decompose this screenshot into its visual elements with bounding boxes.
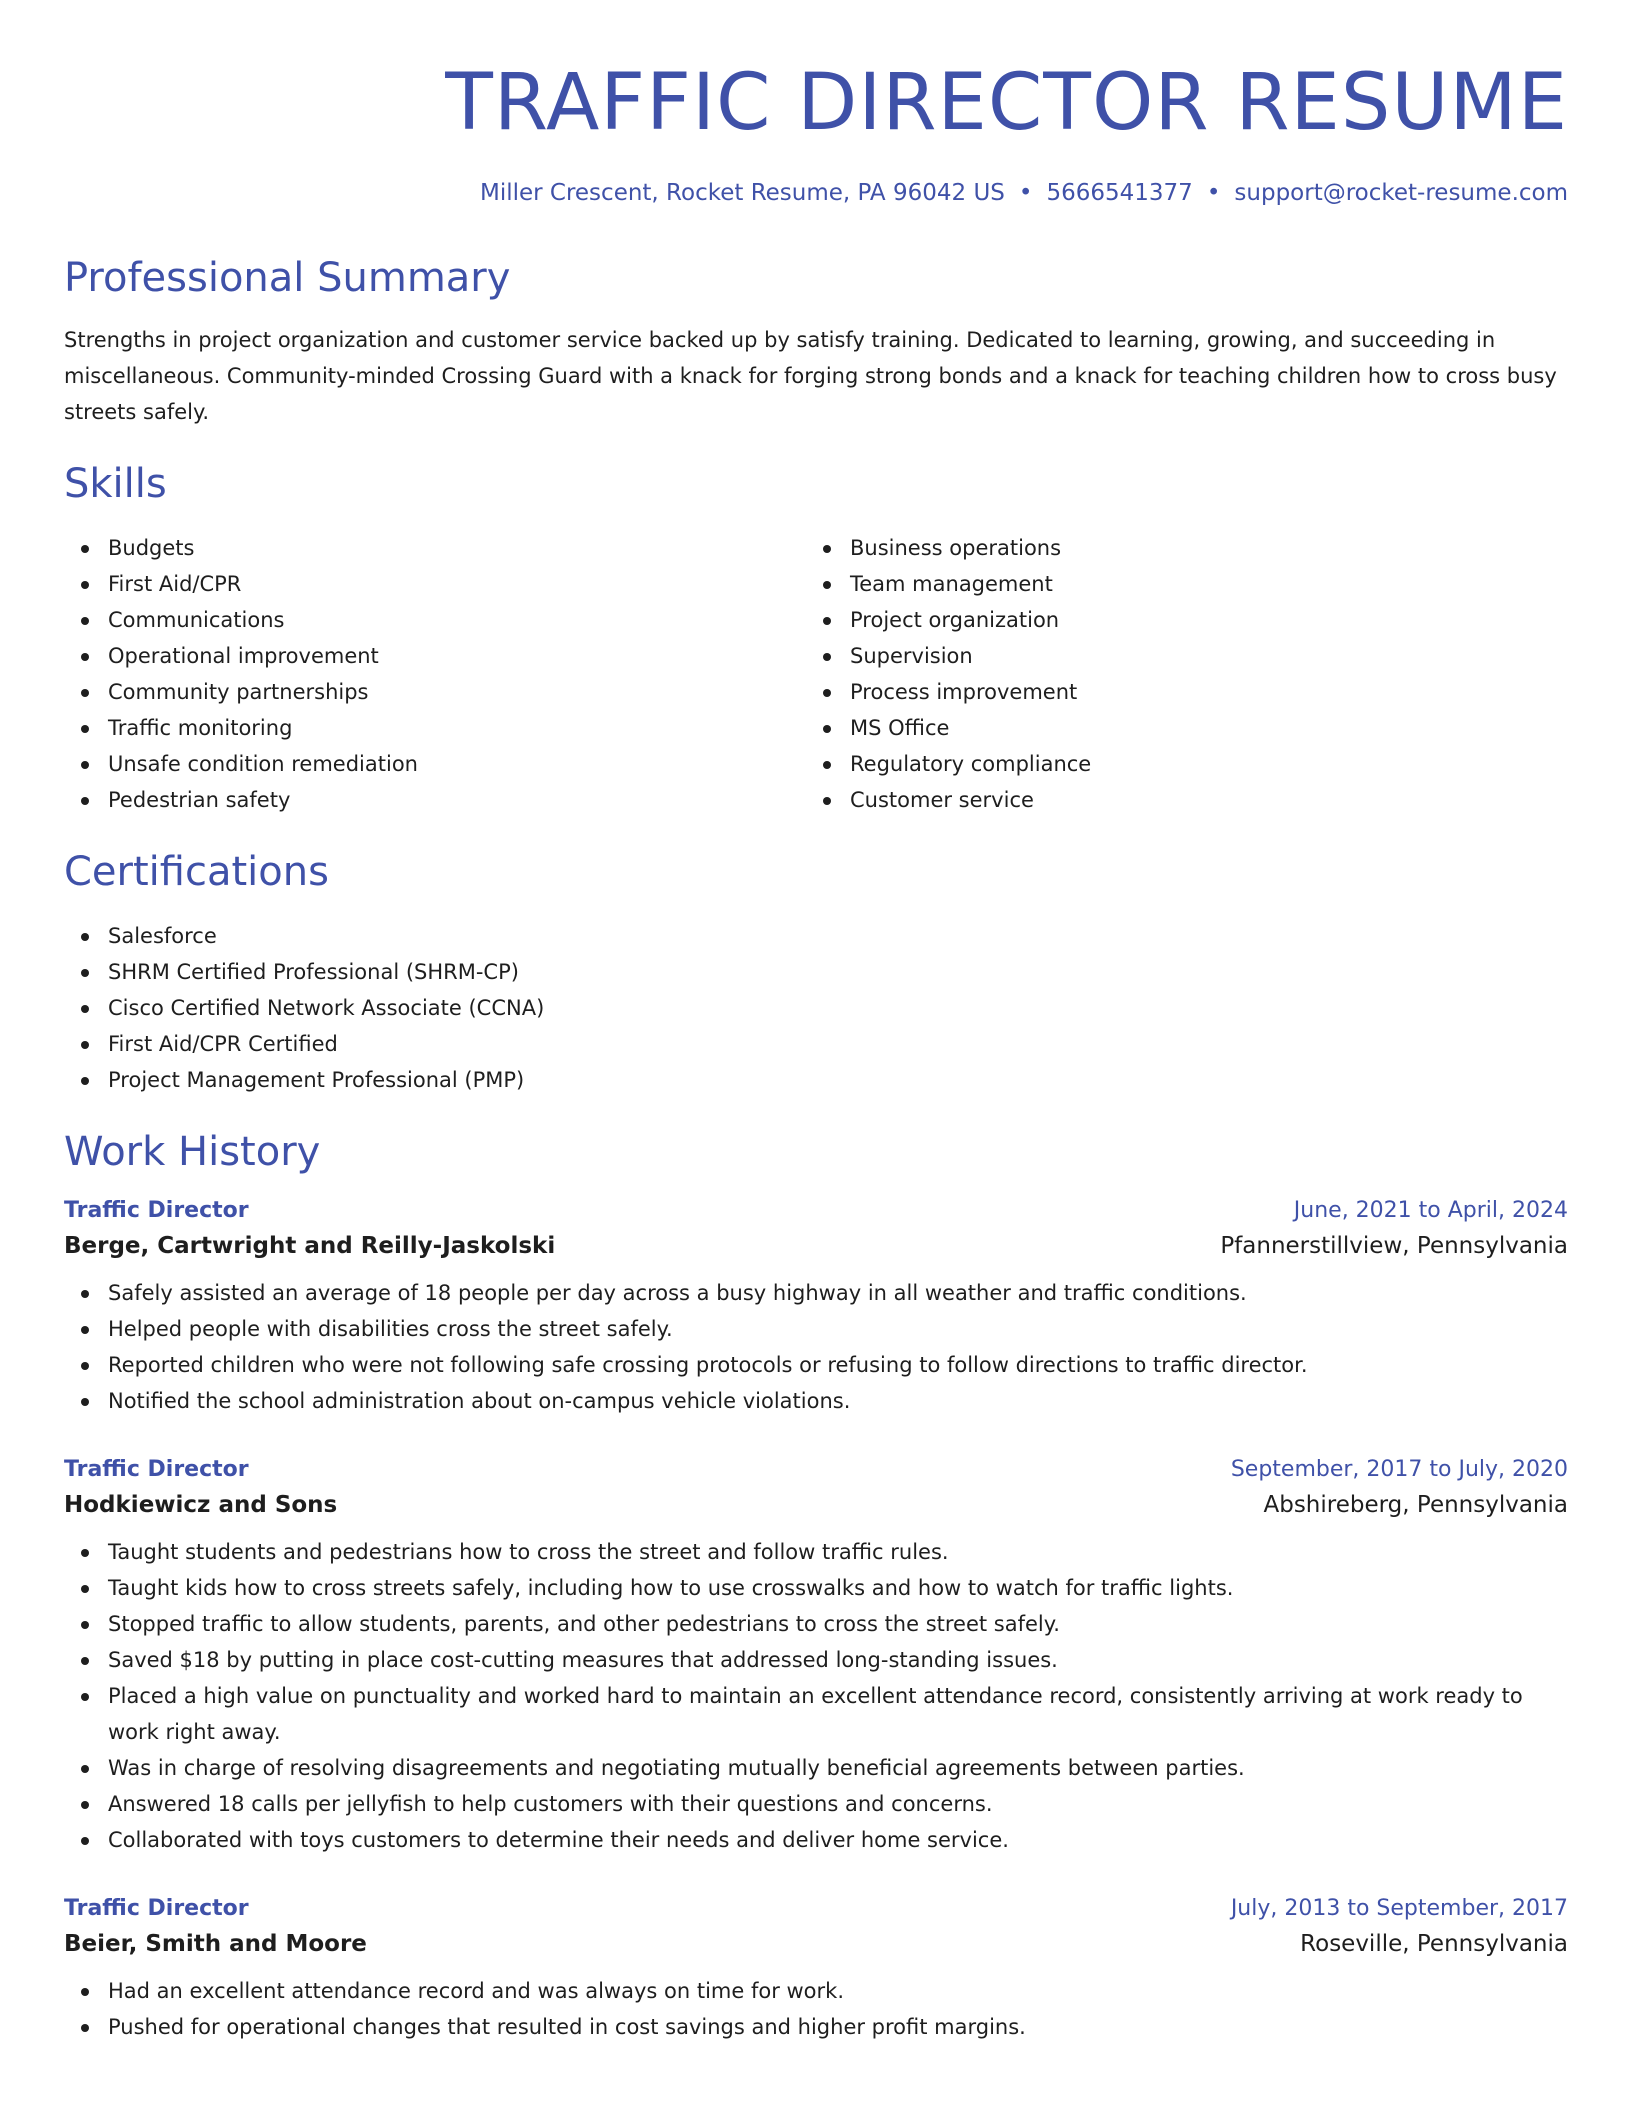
job-duties-list <box>64 1973 1568 2045</box>
resume-title: TRAFFIC DIRECTOR RESUME <box>445 58 1568 148</box>
job-duty-item: Saved $18 by putting in place cost-cutting measures that addressed long-standing issues. <box>64 1642 1568 1678</box>
job-location: Abshireberg, Pennsylvania <box>1263 1492 1568 1518</box>
job-duty-item: Placed a high value on punctuality and worked hard to maintain an excellent attendance record, consistently arriving at work ready to work right away. <box>64 1678 1568 1750</box>
job-subheader <box>64 1931 1568 1957</box>
job-duty-item: Pushed for operational changes that resulted in cost savings and higher profit margins. <box>64 2009 1568 2045</box>
skill-item: Pedestrian safety <box>64 782 806 818</box>
job-dates: September, 2017 to July, 2020 <box>1230 1457 1568 1482</box>
skill-item: MS Office <box>806 710 1548 746</box>
skill-item: Customer service <box>806 782 1548 818</box>
skills-grid <box>64 530 1568 818</box>
job-duties-list <box>64 1534 1568 1858</box>
contact-phone: 5666541377 <box>1046 180 1193 206</box>
job-company: Berge, Cartwright and Reilly-Jaskolski <box>64 1233 556 1259</box>
job-subheader <box>64 1492 1568 1518</box>
job-location: Pfannerstillview, Pennsylvania <box>1220 1233 1568 1259</box>
job-duty-item: Stopped traffic to allow students, parents, and other pedestrians to cross the street safely. <box>64 1606 1568 1642</box>
job-title: Traffic Director <box>64 1896 249 1921</box>
skills-heading: Skills <box>64 461 167 507</box>
skill-item: Team management <box>806 566 1548 602</box>
job-company: Beier, Smith and Moore <box>64 1931 367 1957</box>
contact-line <box>64 180 1568 206</box>
job-dates: June, 2021 to April, 2024 <box>1293 1198 1568 1223</box>
work-history-heading: Work History <box>64 1129 321 1175</box>
skill-item: Communications <box>64 602 806 638</box>
contact-address: Miller Crescent, Rocket Resume, PA 96042 US <box>479 180 1005 206</box>
job-entry <box>64 1457 1568 1858</box>
job-company: Hodkiewicz and Sons <box>64 1492 338 1518</box>
job-duty-item: Answered 18 calls per jellyfish to help customers with their questions and concerns. <box>64 1786 1568 1822</box>
skill-item: Traffic monitoring <box>64 710 806 746</box>
skill-item: Business operations <box>806 530 1548 566</box>
skill-item: Project organization <box>806 602 1548 638</box>
skill-item: Community partnerships <box>64 674 806 710</box>
contact-separator: • <box>1018 180 1033 206</box>
job-title: Traffic Director <box>64 1198 249 1223</box>
job-header <box>64 1896 1568 1921</box>
job-duty-item: Helped people with disabilities cross the street safely. <box>64 1311 1568 1347</box>
skill-item: Unsafe condition remediation <box>64 746 806 782</box>
job-entry <box>64 1896 1568 2045</box>
job-duty-item: Taught students and pedestrians how to cross the street and follow traffic rules. <box>64 1534 1568 1570</box>
job-subheader <box>64 1233 1568 1259</box>
job-dates: July, 2013 to September, 2017 <box>1230 1896 1568 1921</box>
certification-item: Project Management Professional (PMP) <box>64 1062 1568 1098</box>
certification-item: Salesforce <box>64 918 1568 954</box>
certifications-heading: Certifications <box>64 849 329 895</box>
job-duty-item: Had an excellent attendance record and was always on time for work. <box>64 1973 1568 2009</box>
job-entry <box>64 1198 1568 1419</box>
resume-page <box>64 0 1568 2112</box>
certifications-list <box>64 918 1568 1098</box>
job-duties-list <box>64 1275 1568 1419</box>
certification-item: Cisco Certified Network Associate (CCNA) <box>64 990 1568 1026</box>
job-title: Traffic Director <box>64 1457 249 1482</box>
job-duty-item: Taught kids how to cross streets safely, including how to use crosswalks and how to watch for traffic lights. <box>64 1570 1568 1606</box>
job-duty-item: Safely assisted an average of 18 people per day across a busy highway in all weather and traffic conditions. <box>64 1275 1568 1311</box>
job-duty-item: Reported children who were not following safe crossing protocols or refusing to follow directions to traffic director. <box>64 1347 1568 1383</box>
job-header <box>64 1457 1568 1482</box>
certification-item: First Aid/CPR Certified <box>64 1026 1568 1062</box>
job-location: Roseville, Pennsylvania <box>1300 1931 1568 1957</box>
skills-list-right <box>806 530 1548 818</box>
skill-item: Regulatory compliance <box>806 746 1548 782</box>
skills-list-left <box>64 530 806 818</box>
certification-item: SHRM Certified Professional (SHRM-CP) <box>64 954 1568 990</box>
job-header <box>64 1198 1568 1223</box>
job-duty-item: Collaborated with toys customers to determine their needs and deliver home service. <box>64 1822 1568 1858</box>
skill-item: Operational improvement <box>64 638 806 674</box>
skill-item: Process improvement <box>806 674 1548 710</box>
summary-text: Strengths in project organization and customer service backed up by satisfy training. Dedicated to learning, growing, and succeeding in miscellaneous. Community-minded Crossing Guard with a knack for forging strong bonds and a knack for teaching children how to cross busy streets safely. <box>64 328 1557 424</box>
job-duty-item: Notified the school administration about on-campus vehicle violations. <box>64 1383 1568 1419</box>
summary-heading: Professional Summary <box>64 255 511 301</box>
contact-email[interactable]: support@rocket-resume.com <box>1234 180 1568 206</box>
job-duty-item: Was in charge of resolving disagreements and negotiating mutually beneficial agreements between parties. <box>64 1750 1568 1786</box>
contact-separator: • <box>1206 180 1221 206</box>
skill-item: First Aid/CPR <box>64 566 806 602</box>
skill-item: Budgets <box>64 530 806 566</box>
skill-item: Supervision <box>806 638 1548 674</box>
